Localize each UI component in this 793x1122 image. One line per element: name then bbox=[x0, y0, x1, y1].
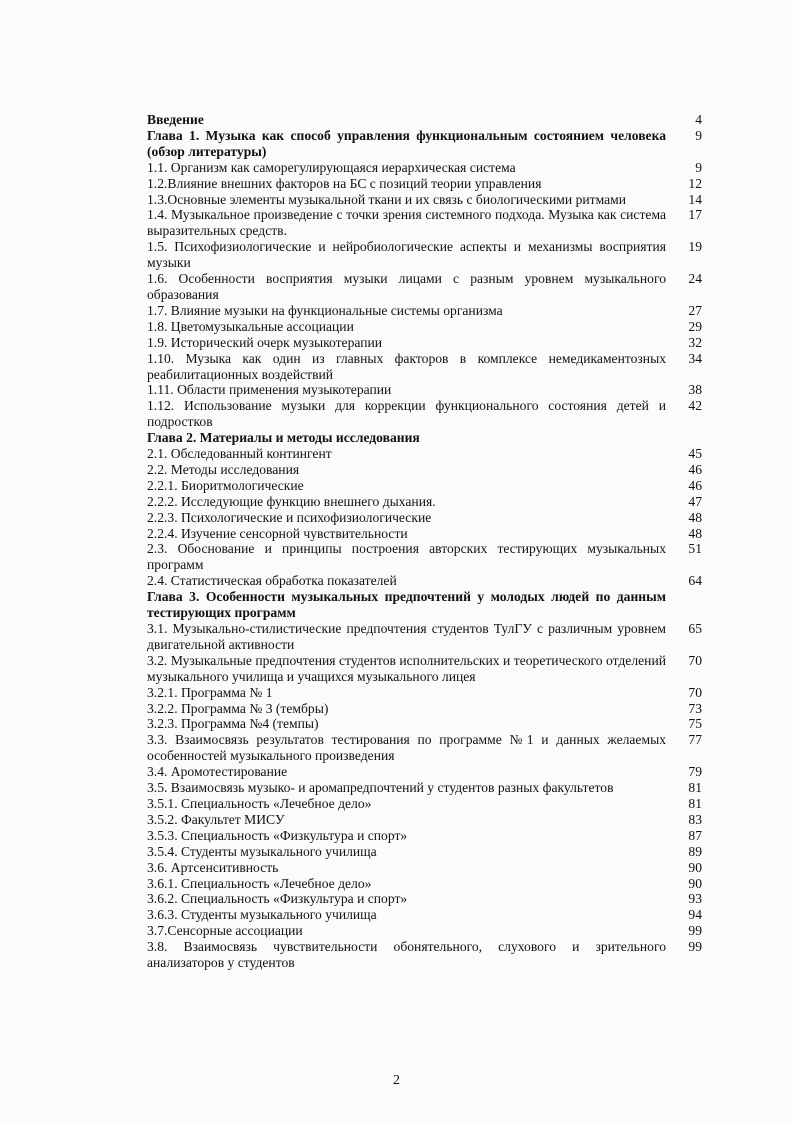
toc-entry-page: 87 bbox=[688, 827, 702, 843]
toc-entry-page: 94 bbox=[688, 907, 702, 923]
toc-entry-row bbox=[147, 653, 707, 685]
toc-entry-title: 3.2.3. Программа №4 (темпы) bbox=[147, 716, 319, 732]
toc-entry-row bbox=[147, 382, 707, 398]
toc-entry-row bbox=[147, 462, 707, 478]
toc-entry-title: Глава 3. Особенности музыкальных предпочтений у молодых людей по данным тестирующих программ bbox=[147, 589, 666, 621]
toc-entry-title: Глава 2. Материалы и методы исследования bbox=[147, 430, 420, 446]
toc-entry-row bbox=[147, 573, 707, 589]
toc-entry-title: 3.1. Музыкально-стилистические предпочтения студентов ТулГУ с различным уровнем двигательной активности bbox=[147, 621, 666, 652]
toc-entry-title: 3.5.4. Студенты музыкального училища bbox=[147, 843, 377, 859]
toc-entry-row bbox=[147, 478, 707, 494]
toc-entry-row bbox=[147, 526, 707, 542]
toc-entry-page: 38 bbox=[688, 382, 702, 398]
toc-entry-page: 32 bbox=[688, 334, 702, 350]
toc-entry-page: 81 bbox=[688, 780, 702, 796]
toc-entry-page: 99 bbox=[688, 939, 702, 955]
toc-entry-page: 64 bbox=[688, 573, 702, 589]
toc-entry-title: 1.12. Использование музыки для коррекции функционального состояния детей и подростков bbox=[147, 398, 666, 430]
toc-entry-row bbox=[147, 271, 707, 303]
toc-entry-row bbox=[147, 303, 707, 319]
toc-entry-page: 46 bbox=[688, 477, 702, 493]
toc-entry-title: 3.2.2. Программа № 3 (тембры) bbox=[147, 700, 329, 716]
toc-entry-page: 24 bbox=[688, 271, 702, 287]
toc-entry-title: 2.2.4. Изучение сенсорной чувствительности bbox=[147, 525, 408, 541]
toc-entry-title: 1.9. Исторический очерк музыкотерапии bbox=[147, 334, 383, 350]
toc-entry-title: Глава 1. Музыка как способ управления функциональным состоянием человека (обзор литературы) bbox=[147, 127, 666, 159]
toc-entry-row bbox=[147, 891, 707, 907]
toc-entry-title: 3.5.1. Специальность «Лечебное дело» bbox=[147, 795, 372, 811]
toc-entry-title: 2.2.2. Исследующие функцию внешнего дыхания. bbox=[147, 493, 436, 509]
toc-entry-title: 1.1. Организм как саморегулирующаяся иерархическая система bbox=[147, 159, 516, 175]
toc-entry-page: 48 bbox=[688, 525, 702, 541]
toc-entry-page: 17 bbox=[688, 207, 702, 223]
toc-entry-row bbox=[147, 494, 707, 510]
toc-entry-page: 9 bbox=[695, 159, 702, 175]
toc-entry-row bbox=[147, 335, 707, 351]
toc-entry-page: 77 bbox=[688, 732, 702, 748]
toc-entry-page: 42 bbox=[688, 398, 702, 414]
toc-entry-title: 3.6.2. Специальность «Физкультура и спорт» bbox=[147, 891, 408, 907]
toc-entry-page: 70 bbox=[688, 652, 702, 668]
toc-entry-title: 3.6.1. Специальность «Лечебное дело» bbox=[147, 875, 372, 891]
toc-entry-title: 3.5.3. Специальность «Физкультура и спорт» bbox=[147, 827, 408, 843]
toc-entry-title: 2.4. Статистическая обработка показателей bbox=[147, 573, 397, 589]
toc-entry-page: 4 bbox=[695, 112, 702, 127]
toc-entry-page: 46 bbox=[688, 461, 702, 477]
toc-entry-page: 90 bbox=[688, 875, 702, 891]
toc-entry-title: 3.5. Взаимосвязь музыко- и аромапредпочтений у студентов разных факультетов bbox=[147, 780, 614, 796]
toc-entry-title: 3.6. Артсенситивность bbox=[147, 859, 279, 875]
toc-entry-title: 1.2.Влияние внешних факторов на БС с позиций теории управления bbox=[147, 175, 542, 191]
toc-entry-row bbox=[147, 764, 707, 780]
toc-chapter-row bbox=[147, 112, 707, 128]
toc-entry-row bbox=[147, 510, 707, 526]
toc-entry-title: 2.2. Методы исследования bbox=[147, 461, 300, 477]
toc-entry-page: 70 bbox=[688, 684, 702, 700]
toc-entry-page: 65 bbox=[688, 621, 702, 636]
toc-entry-row bbox=[147, 923, 707, 939]
toc-entry-row bbox=[147, 844, 707, 860]
toc-entry-title: 3.6.3. Студенты музыкального училища bbox=[147, 907, 377, 923]
toc-entry-row bbox=[147, 351, 707, 383]
toc-entry-row bbox=[147, 685, 707, 701]
toc-entry-page: 48 bbox=[688, 509, 702, 525]
toc-entry-page: 90 bbox=[688, 859, 702, 875]
toc-entry-title: 1.10. Музыка как один из главных факторов в комплексе немедикаментозных реабилитационных воздействий bbox=[147, 350, 666, 382]
toc-entry-row bbox=[147, 398, 707, 430]
toc-entry-page: 89 bbox=[688, 843, 702, 859]
toc-entry-title: 2.2.1. Биоритмологические bbox=[147, 477, 304, 493]
toc-entry-row bbox=[147, 907, 707, 923]
toc-entry-row bbox=[147, 541, 707, 573]
toc-entry-page: 29 bbox=[688, 318, 702, 334]
toc-entry-row bbox=[147, 176, 707, 192]
toc-entry-title: 1.6. Особенности восприятия музыки лицами с разным уровнем музыкального образования bbox=[147, 271, 666, 302]
toc-entry-title: 1.8. Цветомузыкальные ассоциации bbox=[147, 318, 354, 334]
toc-entry-row bbox=[147, 732, 707, 764]
toc-entry-row bbox=[147, 207, 707, 239]
toc-entry-title: 3.7.Сенсорные ассоциации bbox=[147, 923, 303, 939]
toc-entry-row bbox=[147, 939, 707, 971]
toc-entry-title: 1.11. Области применения музыкотерапии bbox=[147, 382, 392, 398]
toc-entry-title: 3.2.1. Программа № 1 bbox=[147, 684, 273, 700]
toc-entry-row bbox=[147, 621, 707, 653]
toc-entry-title: 3.4. Аромотестирование bbox=[147, 764, 288, 780]
toc-entry-page: 12 bbox=[688, 175, 702, 191]
toc-entry-row bbox=[147, 860, 707, 876]
toc-entry-row bbox=[147, 828, 707, 844]
toc-entry-row bbox=[147, 701, 707, 717]
toc-entry-page: 19 bbox=[688, 239, 702, 255]
toc-chapter-row bbox=[147, 589, 707, 621]
toc-entry-title: 3.3. Взаимосвязь результатов тестирования по программе №1 и данных желаемых особенностей музыкального произведения bbox=[147, 732, 666, 764]
toc-entry-page: 93 bbox=[688, 891, 702, 907]
toc-entry-row bbox=[147, 192, 707, 208]
toc-entry-title: 2.1. Обследованный контингент bbox=[147, 446, 332, 462]
toc-entry-row bbox=[147, 319, 707, 335]
toc-entry-title: 3.8. Взаимосвязь чувствительности обонятельного, слухового и зрительного анализаторов у студентов bbox=[147, 939, 666, 971]
toc-entry-title: 3.2. Музыкальные предпочтения студентов исполнительских и теоретического отделений музыкального училища и учащихся музыкального лицея bbox=[147, 652, 666, 684]
toc-entry-page: 51 bbox=[688, 541, 702, 557]
toc-entry-page: 79 bbox=[688, 764, 702, 780]
toc-entry-row bbox=[147, 239, 707, 271]
toc-entry-title: 2.2.3. Психологические и психофизиологические bbox=[147, 509, 432, 525]
toc-entry-row bbox=[147, 716, 707, 732]
toc-entry-title: 1.7. Влияние музыки на функциональные системы организма bbox=[147, 302, 503, 318]
toc-chapter-row bbox=[147, 430, 707, 446]
table-of-contents bbox=[147, 112, 707, 971]
page-number: 2 bbox=[393, 1073, 400, 1088]
toc-entry-page: 47 bbox=[688, 493, 702, 509]
toc-entry-row bbox=[147, 446, 707, 462]
toc-entry-title: 3.5.2. Факультет МИСУ bbox=[147, 811, 285, 827]
toc-entry-page: 14 bbox=[688, 191, 702, 207]
toc-entry-title: 1.3.Основные элементы музыкальной ткани и их связь с биологическими ритмами bbox=[147, 191, 627, 207]
toc-entry-row bbox=[147, 876, 707, 892]
toc-entry-title: Введение bbox=[147, 112, 204, 127]
toc-entry-page: 27 bbox=[688, 302, 702, 318]
toc-entry-page: 83 bbox=[688, 811, 702, 827]
toc-entry-page: 73 bbox=[688, 700, 702, 716]
toc-entry-page: 99 bbox=[688, 923, 702, 939]
toc-entry-page: 9 bbox=[695, 127, 702, 143]
toc-entry-row bbox=[147, 160, 707, 176]
toc-entry-title: 1.4. Музыкальное произведение с точки зрения системного подхода. Музыка как система выразительных средств. bbox=[147, 207, 666, 239]
toc-entry-row bbox=[147, 812, 707, 828]
toc-entry-page: 75 bbox=[688, 716, 702, 732]
toc-entry-page: 81 bbox=[688, 795, 702, 811]
toc-entry-title: 1.5. Психофизиологические и нейробиологические аспекты и механизмы восприятия музыки bbox=[147, 239, 666, 271]
toc-entry-title: 2.3. Обоснование и принципы построения авторских тестирующих музыкальных программ bbox=[147, 541, 666, 573]
toc-chapter-row bbox=[147, 128, 707, 160]
toc-entry-page: 45 bbox=[688, 446, 702, 462]
toc-entry-row bbox=[147, 780, 707, 796]
toc-entry-page: 34 bbox=[688, 350, 702, 366]
toc-entry-row bbox=[147, 796, 707, 812]
